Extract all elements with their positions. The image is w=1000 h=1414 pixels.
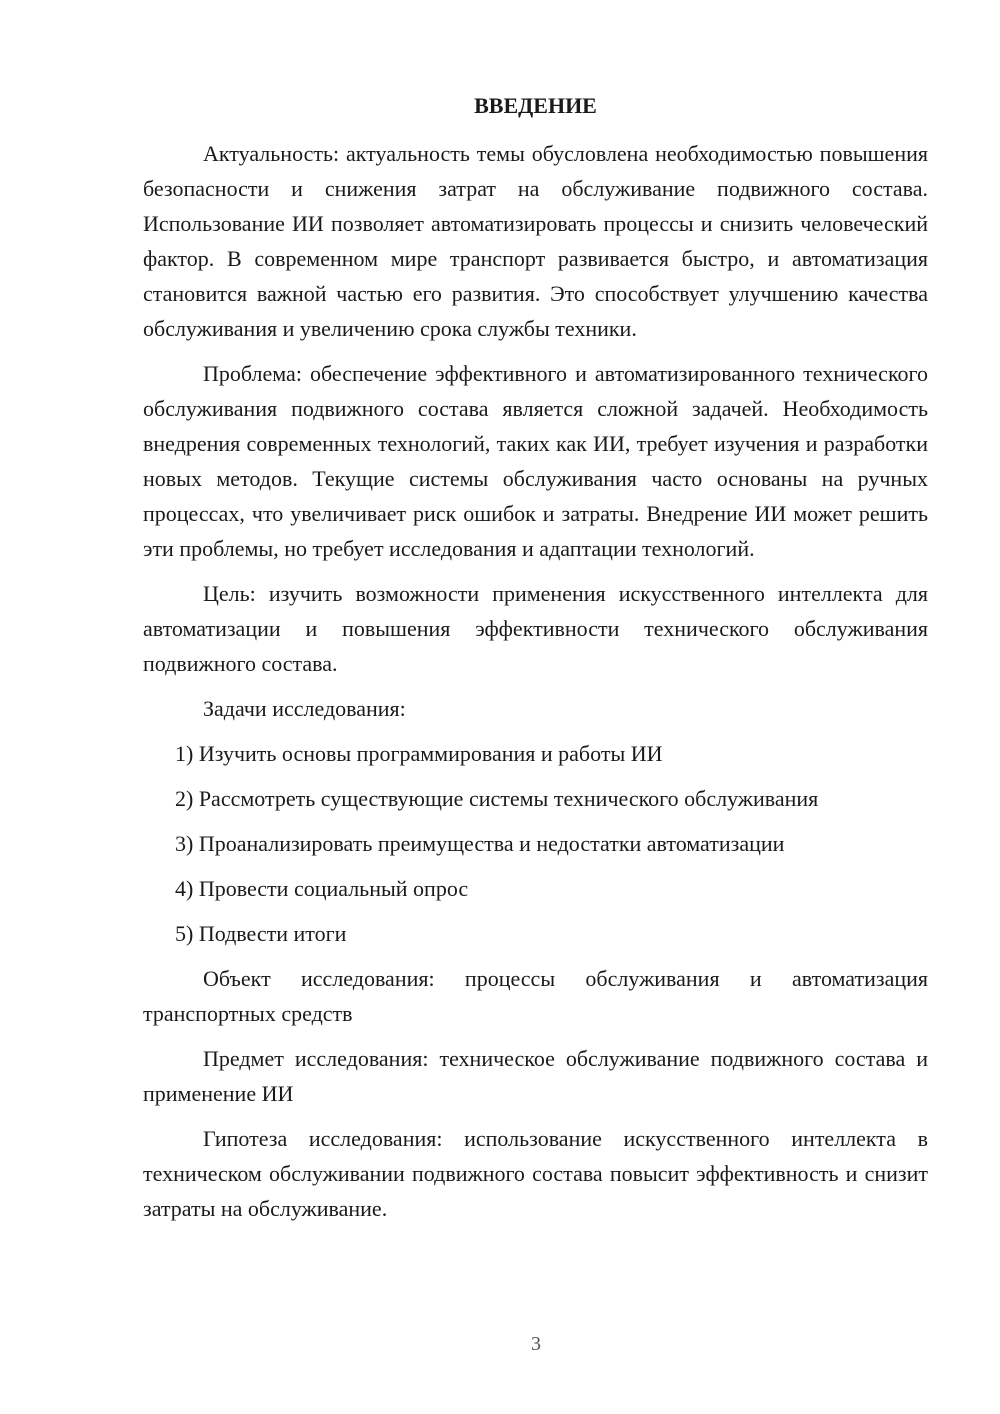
page-number: 3	[531, 1333, 541, 1355]
task-item: 5) Подвести итоги	[175, 921, 347, 946]
task-item: 3) Проанализировать преимущества и недостатки автоматизации	[175, 831, 785, 856]
problem-paragraph: Проблема: обеспечение эффективного и автоматизированного технического обслуживания подвижного состава является сложной задачей. Необходимость внедрения современных технологий, таких как ИИ, требует изучения и разработки новых методов. Текущие системы обслуживания часто основаны на ручных процессах, что увеличивает риск ошибок и затраты. Внедрение ИИ может решить эти проблемы, но требует исследования и адаптации технологий.	[143, 361, 928, 561]
task-item: 4) Провести социальный опрос	[175, 876, 469, 901]
task-item: 2) Рассмотреть существующие системы технического обслуживания	[175, 786, 819, 811]
subject-paragraph: Предмет исследования: техническое обслуживание подвижного состава и применение ИИ	[143, 1046, 928, 1106]
task-item: 1) Изучить основы программирования и работы ИИ	[175, 741, 663, 766]
hypothesis-paragraph: Гипотеза исследования: использование искусственного интеллекта в техническом обслуживании подвижного состава повысит эффективность и снизит затраты на обслуживание.	[143, 1126, 928, 1221]
tasks-list	[143, 736, 928, 951]
object-paragraph: Объект исследования: процессы обслуживания и автоматизация транспортных средств	[143, 966, 928, 1026]
relevance-paragraph: Актуальность: актуальность темы обусловлена необходимостью повышения безопасности и снижения затрат на обслуживание подвижного состава. Использование ИИ позволяет автоматизировать процессы и снизить человеческий фактор. В современном мире транспорт развивается быстро, и автоматизация становится важной частью его развития. Это способствует улучшению качества обслуживания и увеличению срока службы техники.	[143, 141, 928, 341]
goal-paragraph: Цель: изучить возможности применения искусственного интеллекта для автоматизации и повышения эффективности технического обслуживания подвижного состава.	[143, 581, 928, 676]
tasks-heading: Задачи исследования:	[203, 696, 406, 721]
document-page	[143, 90, 928, 1236]
page-title: ВВЕДЕНИЕ	[474, 93, 597, 118]
